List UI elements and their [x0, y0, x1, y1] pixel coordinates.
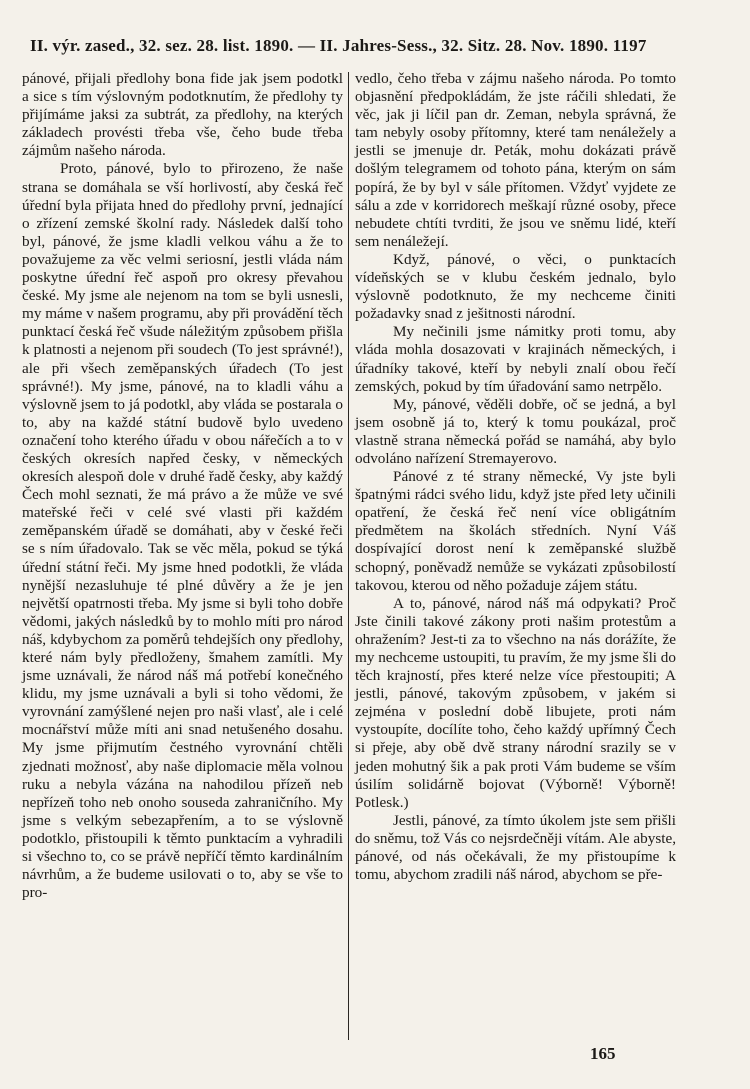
paragraph: My, pánové, věděli dobře, oč se jedná, a byl jsem osobně já to, který k tomu poukázal, proč vlastně strana německá pořád se namáhá, aby bylo odvoláno nařízení Stremayerovo.	[355, 395, 676, 467]
paragraph: Když, pánové, o věci, o punktacích vídeňských se v klubu českém jednalo, bylo výslovně podotknuto, že my nechceme činiti požadavky snad z ješitnosti národní.	[355, 250, 676, 323]
paragraph: Pánové z té strany německé, Vy jste byli špatnými rádci svého lidu, když jste před lety učinili opatření, že česká řeč není více obligátním předmětem na školách středních. Nyní Váš dospívající dorost není k zeměpanské službě schopný, poněvadž nemůže se vykázati způsobilostí takovou, kterou od něho požaduje zájem státu.	[355, 468, 676, 594]
running-header: II. výr. zased., 32. sez. 28. list. 1890. — II. Jahres-Sess., 32. Sitz. 28. Nov. 1890. 1197	[30, 36, 647, 55]
paragraph: Jestli, pánové, za tímto úkolem jste sem přišli do sněmu, tož Vás co nejsrdečněji vítám. Ale abyste, pánové, od nás očekávali, že my přistoupíme k tomu, abychom zradili náš národ, abychom se pře-	[355, 811, 676, 884]
paragraph: My nečinili jsme námitky proti tomu, aby vláda mohla dosazovati v krajinách německých, i úřadníky takové, kteří by nebyli znalí obou řečí zemských, pokud by tím úřadování samo netrpělo.	[355, 323, 676, 395]
paragraph: Proto, pánové, bylo to přirozeno, že naše strana se domáhala se vší horlivostí, aby česká řeč úřední byla přijata hned do předlohy první, jednající o zřízení zemské školní rady. Následek další toho byl, pánové, že jsme kladli velkou váhu a že to považujeme za věc velmi seriosní, jestli vláda nám poskytne úřední řeč aspoň pro okresy převahou české. My jsme ale nejenom na tom se byli usnesli, my máme v našem programu, aby při provádění těch punktací česká řeč všude náležitým způsobem přišla k platnosti a nejenom při soudech (To jest správné!), ale při všech zeměpanských úřadech (To jest správné!). My jsme, pánové, na to kladli váhu a výslovně jsem to já podotkl, aby vláda se postarala o to, aby na každé státní budově bylo uvedeno označení toho kterého úřadu v obou nářečích a to v českých okresích napřed česky, v německých okresích alespoň dole v druhé řadě česky, aby každý Čech mohl seznati, že má právo a že může ve své mateřské řeči v celé své vlasti při každém zeměpanském úřadě se domáhati, aby v české řeči se s ním úřadovalo. Tak se věc měla, pokud se týká úřední státní řeči. My jsme hned podotkli, že vláda nynější nezasluhuje té plné důvěry a že je jen největší opatrnosti třeba. My jsme si byli toho dobře vědomi, jakých následků by to mohlo míti pro národ náš, kdybychom za poměrů tehdejších ony předlohy, které nám byly předloženy, šmahem zamítli. My jsme uznávali, že národ náš má potřebí konečného klidu, my jsme uznávali a byli si toho vědomi, že vyrovnání zamýšlené nejen pro naši vlasť, ale i celé mocnářství může míti ani snad netušeného dosahu. My jsme přijmutím čestného vyrovnání chtěli zjednati možnosť, aby naše diplomacie měla volnou ruku a nebyla vázána na nahodilou přízeň neb nepřízeň toho neb onoho souseda zahraničního. My jsme s velkým sebezapřením, a to se výslovně podotklo, přistoupili k těmto punktacím a vyhradili si všechno to, co se právě nepříčí těmto kardinálním návrhům, a že budeme usilovati o to, aby se vše to pro-	[22, 160, 343, 902]
right-column	[355, 70, 676, 884]
left-column	[22, 70, 343, 902]
paragraph: vedlo, čeho třeba v zájmu našeho národa. Po tomto objasnění předpokládám, že jste ráčili shledati, že věc, jak ji líčil pan dr. Zeman, nebyla správná, že tam nebyly osoby přítomny, které tam nenáležely a jestli se jmenuje dr. Peták, mohu dokázati právě došlým telegramem od tohoto pána, kterým on sám popírá, že by byl v sále přítomen. Vždyť vyjdete ze sálu a zde v korridorech meškají různé osoby, přece nebudete chtíti tvrditi, že jsou ve sněmu lidé, kteří sem nenáležejí.	[355, 70, 676, 250]
column-divider	[348, 72, 349, 1040]
paragraph: A to, pánové, národ náš má odpykati? Proč Jste činili takové zákony proti našim protestům a ohražením? Jest-ti za to všechno na nás dorážíte, že my nechceme ustoupiti, tu pravím, že my jsme šli do těch krajností, přes které nelze více přestoupiti; A jestli, pánové, takovým způsobem, v jakém si zejména v poslední době libujete, proti nám vystoupíte, docílíte toho, čeho každý upřímný Čech si přeje, aby obě dvě strany národní srazily se v jeden mohutný šik a pak proti Vám budeme se vším úsilím solidárně bojovat (Výborně! Výborně! Potlesk.)	[355, 594, 676, 811]
paragraph: pánové, přijali předlohy bona fide jak jsem podotkl a sice s tím výslovným podotknutím, že předlohy ty přijímáme jaksi za subtrát, za předlohy, na kterých základech provésti třeba vše, čeho bude třeba zájmům našeho národa.	[22, 70, 343, 160]
page-number: 165	[590, 1044, 616, 1063]
